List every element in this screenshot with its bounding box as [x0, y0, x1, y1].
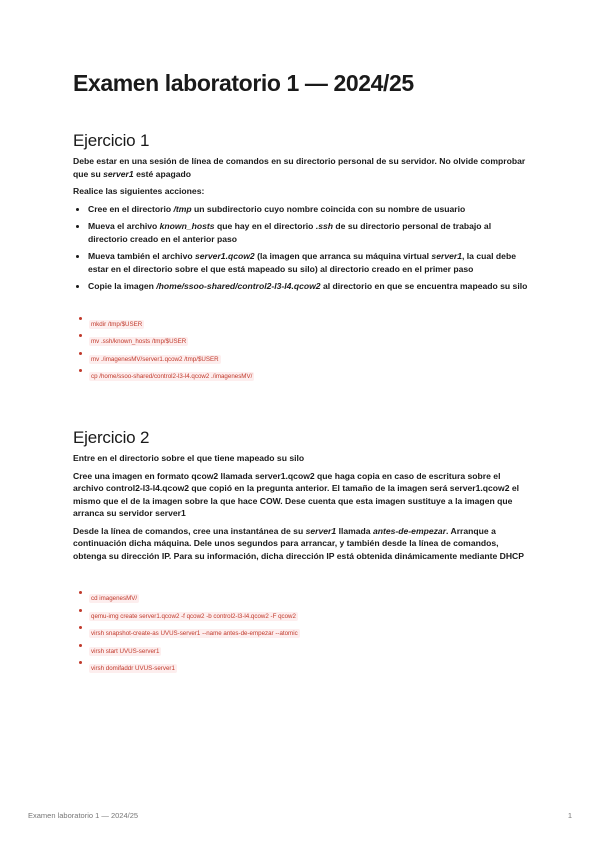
- emphasized-text: server1.qcow2: [194, 251, 255, 261]
- text-run: esté apagado: [133, 168, 191, 179]
- exercise-1: [73, 131, 529, 383]
- command-item: [89, 587, 529, 605]
- exercise-2-paragraph-2: [73, 470, 529, 520]
- task-item: [88, 220, 529, 245]
- emphasized-text: /home/ssoo-shared/control2-l3-l4.qcow2: [156, 281, 321, 291]
- task-item: [88, 250, 529, 275]
- command-item: [89, 348, 529, 366]
- exercise-2-paragraph-3: [73, 525, 529, 563]
- emphasized-text: .ssh: [315, 221, 334, 231]
- emphasized-text: server1: [103, 168, 134, 179]
- command-item: [89, 313, 529, 331]
- command-code: mv ./imagenesMV/server1.qcow2 /tmp/$USER: [91, 355, 219, 363]
- task-item: [88, 280, 529, 293]
- text-run: , la cual debe estar en el directorio sobre el que está mapeado su silo) al directorio creado en el primer paso: [88, 251, 516, 274]
- emphasized-text: server1: [431, 251, 463, 261]
- text-run: Debe estar en una sesión de línea de comandos en su directorio personal de su servidor. No olvide comprobar que su: [73, 156, 526, 179]
- exercise-1-intro: [73, 155, 529, 180]
- exercise-1-task-list: [73, 203, 529, 293]
- command-code: virsh snapshot-create-as UVUS-server1 --name antes-de-empezar --atomic: [91, 630, 298, 637]
- exercise-2: [73, 428, 529, 675]
- emphasized-text: server1: [305, 525, 337, 536]
- command-code: mkdir /tmp/$USER: [91, 320, 143, 328]
- exercise-1-command-list: [73, 313, 529, 383]
- command-item: [89, 605, 529, 623]
- command-item: [89, 330, 529, 348]
- command-item: [89, 365, 529, 383]
- text-run: Cree una imagen en formato qcow2 llamada server1.qcow2 que haga copia en caso de escritura sobre el archivo control2-l3-l4.qcow2 que copió en la pregunta anterior. El tamaño de la imagen será server1.qcow2 el mismo que el de la imagen sobre la que hace COW. Dese cuenta que esta imagen sustituye a la imagen que arranca su servidor server1: [73, 470, 520, 518]
- command-code: cd imagenesMV/: [91, 595, 138, 602]
- command-code: virsh start UVUS-server1: [91, 647, 160, 655]
- text-run: Cree en el directorio: [88, 203, 174, 214]
- text-run: Desde la línea de comandos, cree una instantánea de su: [73, 525, 306, 536]
- text-run: Mueva también el archivo: [88, 251, 195, 261]
- exercise-2-paragraph-1: [73, 452, 529, 465]
- exercise-1-heading: Ejercicio 1: [73, 131, 150, 150]
- emphasized-text: known_hosts: [159, 221, 215, 231]
- command-code: cp /home/ssoo-shared/control2-l3-l4.qcow2 ./imagenesMV/: [91, 373, 253, 380]
- footer-page-number: 1: [567, 811, 572, 820]
- command-item: [89, 622, 529, 640]
- emphasized-text: antes-de-empezar: [372, 525, 447, 536]
- emphasized-text: /tmp: [173, 203, 192, 214]
- command-code: mv .ssh/known_hosts /tmp/$USER: [91, 338, 187, 345]
- command-item: [89, 640, 529, 658]
- text-run: Entre en el directorio sobre el que tiene mapeado su silo: [73, 453, 305, 463]
- footer-title: Examen laboratorio 1 — 2024/25: [28, 811, 139, 820]
- text-run: que hay en el directorio: [214, 221, 316, 231]
- text-run: llamada: [336, 525, 373, 536]
- exercise-2-heading: Ejercicio 2: [73, 428, 150, 447]
- text-run: de su directorio personal de trabajo al directorio creado en el anterior paso: [88, 221, 492, 244]
- text-run: (la imagen que arranca su máquina virtual: [254, 251, 432, 261]
- text-run: Mueva el archivo: [88, 221, 160, 231]
- command-code: virsh domifaddr UVUS-server1: [91, 665, 175, 672]
- command-code: qemu-img create server1.qcow2 -f qcow2 -b control2-l3-l4.qcow2 -F qcow2: [91, 612, 296, 620]
- page-title: Examen laboratorio 1 — 2024/25: [73, 70, 414, 96]
- text-run: al directorio en que se encuentra mapeado su silo: [320, 281, 528, 291]
- command-item: [89, 657, 529, 675]
- exercise-2-command-list: [73, 587, 529, 675]
- exercise-1-instructions-title: Realice las siguientes acciones:: [73, 186, 205, 196]
- task-item: [88, 203, 529, 216]
- text-run: un subdirectorio cuyo nombre coincida con su nombre de usuario: [191, 203, 466, 214]
- text-run: Copie la imagen: [88, 281, 157, 291]
- text-run: . Arranque a continuación dicha máquina. Dele unos segundos para arrancar, y también desde la línea de comandos, obtenga su dirección IP. Para su información, dicha dirección IP está obtenida dinámicamente mediante DHCP: [73, 525, 524, 561]
